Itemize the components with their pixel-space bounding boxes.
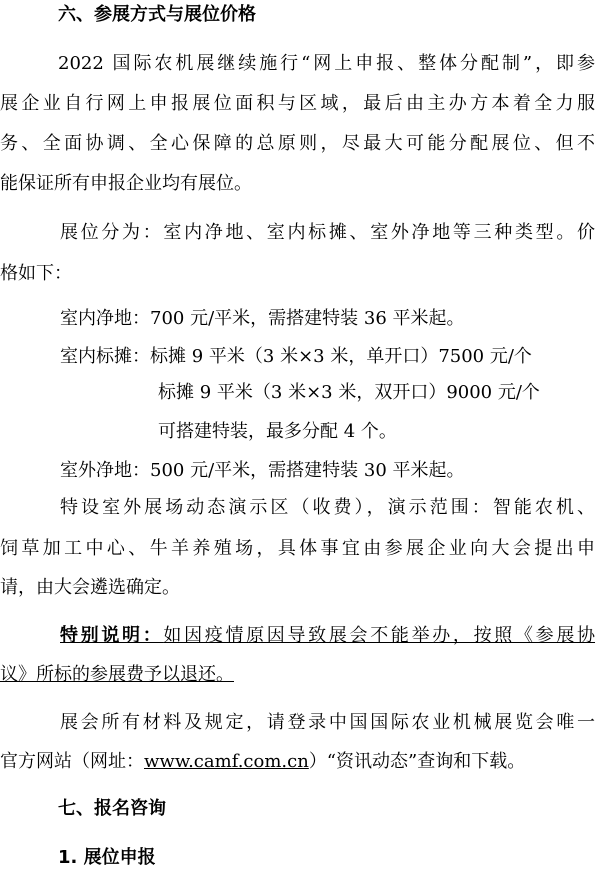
- paragraph-2-line-2: 格如下：: [0, 263, 72, 284]
- indoor-booth-note: 可搭建特装，最多分配 4 个。: [158, 421, 397, 442]
- paragraph-2-line-1: 展位分为：室内净地、室内标摊、室外净地等三种类型。价: [60, 222, 595, 243]
- indoor-raw-space-price: 室内净地：700 元/平米，需搭建特装 36 平米起。: [60, 308, 465, 329]
- special-note-text-1: 如因疫情原因导致展会不能举办，按照《参展协: [163, 625, 596, 646]
- paragraph-4-line-1: 展会所有材料及规定，请登录中国国际农业机械展览会唯一: [60, 712, 595, 733]
- subsection-1-heading: 1. 展位申报: [58, 847, 156, 868]
- outdoor-raw-space-price: 室外净地：500 元/平米，需搭建特装 30 平米起。: [60, 460, 465, 481]
- special-note-text-2: 议》所标的参展费予以退还。: [0, 664, 234, 685]
- paragraph-1-line-1: 2022 国际农机展继续施行“网上申报、整体分配制”，即参: [58, 53, 595, 74]
- paragraph-3-line-2: 饲草加工中心、牛羊养殖场，具体事宜由参展企业向大会提出申: [0, 538, 595, 559]
- special-note-label: 特别说明：: [60, 625, 164, 646]
- special-note-line-2: [0, 663, 601, 687]
- paragraph-4-text-b: ）“资讯动态”查询和下载。: [308, 751, 526, 772]
- official-website-link[interactable]: www.camf.com.cn: [144, 751, 309, 772]
- paragraph-1-line-2: 展企业自行网上申报展位面积与区域，最后由主办方本着全力服: [0, 93, 595, 114]
- paragraph-4-line-2: [0, 750, 601, 774]
- special-note-line-1: [0, 624, 601, 648]
- indoor-booth-price-2: 标摊 9 平米（3 米×3 米，双开口）9000 元/个: [158, 382, 540, 403]
- paragraph-3-line-3: 请，由大会遴选确定。: [0, 577, 180, 598]
- paragraph-3-line-1: 特设室外展场动态演示区（收费），演示范围：智能农机、: [60, 497, 595, 518]
- paragraph-1-line-3: 务、全面协调、全心保障的总原则，尽最大可能分配展位、但不: [0, 133, 595, 154]
- indoor-booth-price-1: 室内标摊：标摊 9 平米（3 米×3 米，单开口）7500 元/个: [60, 346, 532, 367]
- paragraph-1-line-4: 能保证所有申报企业均有展位。: [0, 173, 252, 194]
- section-6-heading: 六、参展方式与展位价格: [58, 4, 256, 25]
- paragraph-4-text-a: 官方网站（网址：: [0, 751, 144, 772]
- section-7-heading: 七、报名咨询: [58, 798, 166, 819]
